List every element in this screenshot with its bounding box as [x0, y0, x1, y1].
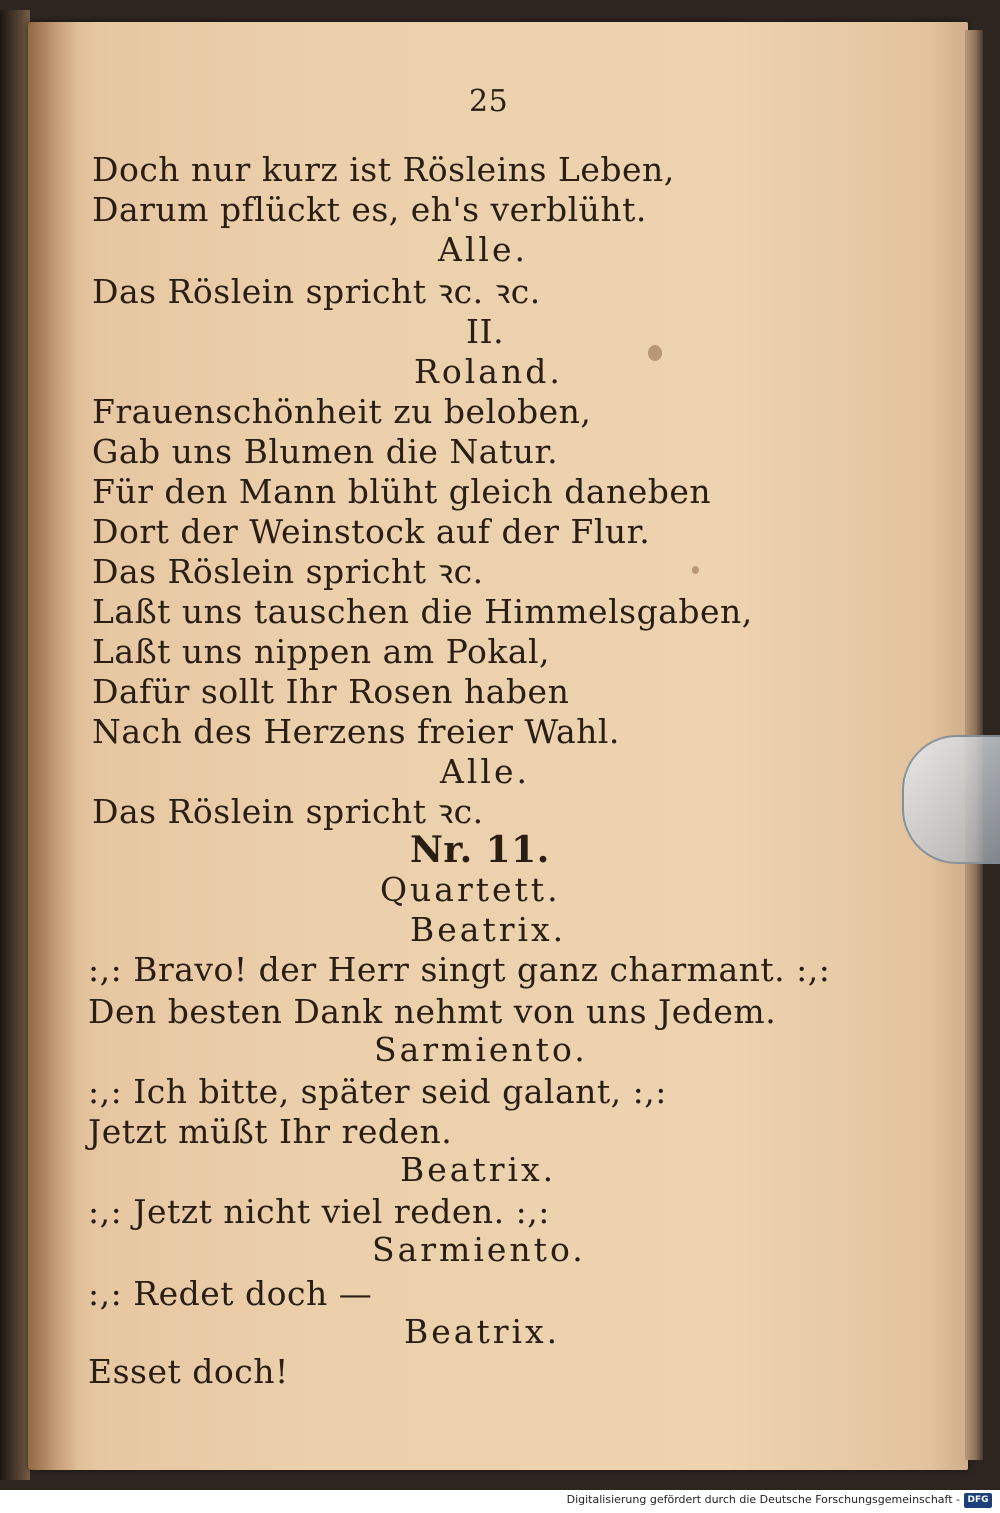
speaker-heading: Beatrix. — [410, 910, 567, 949]
speaker-heading: Roland. — [414, 352, 563, 391]
footer-credit: Digitalisierung gefördert durch die Deutsche Forschungsgemeinschaft - — [566, 1493, 960, 1506]
speaker-heading: Beatrix. — [400, 1150, 557, 1189]
text-line: :,: Jetzt nicht viel reden. :,: — [88, 1192, 550, 1231]
text-line: Frauenschönheit zu beloben, — [92, 392, 592, 431]
text-line: :,: Redet doch — — [88, 1274, 373, 1313]
speaker-heading: Alle. — [440, 752, 530, 791]
text-line: Dort der Weinstock auf der Flur. — [92, 512, 651, 551]
text-line: Das Röslein spricht ꝛc. — [92, 552, 484, 591]
text-line: Nach des Herzens freier Wahl. — [92, 712, 620, 751]
text-line: Das Röslein spricht ꝛc. ꝛc. — [92, 272, 541, 311]
text-line: Gab uns Blumen die Natur. — [92, 432, 559, 471]
text-line: Für den Mann blüht gleich daneben — [92, 472, 712, 511]
text-line: Laßt uns nippen am Pokal, — [92, 632, 551, 671]
text-line: Darum pflückt es, eh's verblüht. — [92, 190, 647, 229]
text-line: :,: Ich bitte, später seid galant, :,: — [88, 1072, 667, 1111]
text-line: :,: Bravo! der Herr singt ganz charmant. :,: — [88, 950, 831, 989]
footer-bar — [0, 1490, 1000, 1513]
section-heading: II. — [466, 312, 505, 351]
speaker-heading: Alle. — [438, 230, 528, 269]
speaker-heading: Sarmiento. — [372, 1230, 586, 1269]
dfg-logo: DFG — [964, 1493, 992, 1508]
number-heading: Nr. 11. — [410, 829, 550, 871]
text-line: Dafür sollt Ihr Rosen haben — [92, 672, 570, 711]
page-number: 25 — [469, 84, 509, 119]
piece-title: Quartett. — [380, 870, 561, 909]
speaker-heading: Beatrix. — [404, 1312, 561, 1351]
speaker-heading: Sarmiento. — [374, 1030, 588, 1069]
text-line: Den besten Dank nehmt von uns Jedem. — [88, 992, 777, 1031]
text-line: Esset doch! — [88, 1352, 289, 1391]
text-line: Jetzt müßt Ihr reden. — [88, 1112, 453, 1151]
text-line: Laßt uns tauschen die Himmelsgaben, — [92, 592, 753, 631]
text-line: Doch nur kurz ist Rösleins Leben, — [92, 150, 675, 189]
text-line: Das Röslein spricht ꝛc. — [92, 792, 484, 831]
